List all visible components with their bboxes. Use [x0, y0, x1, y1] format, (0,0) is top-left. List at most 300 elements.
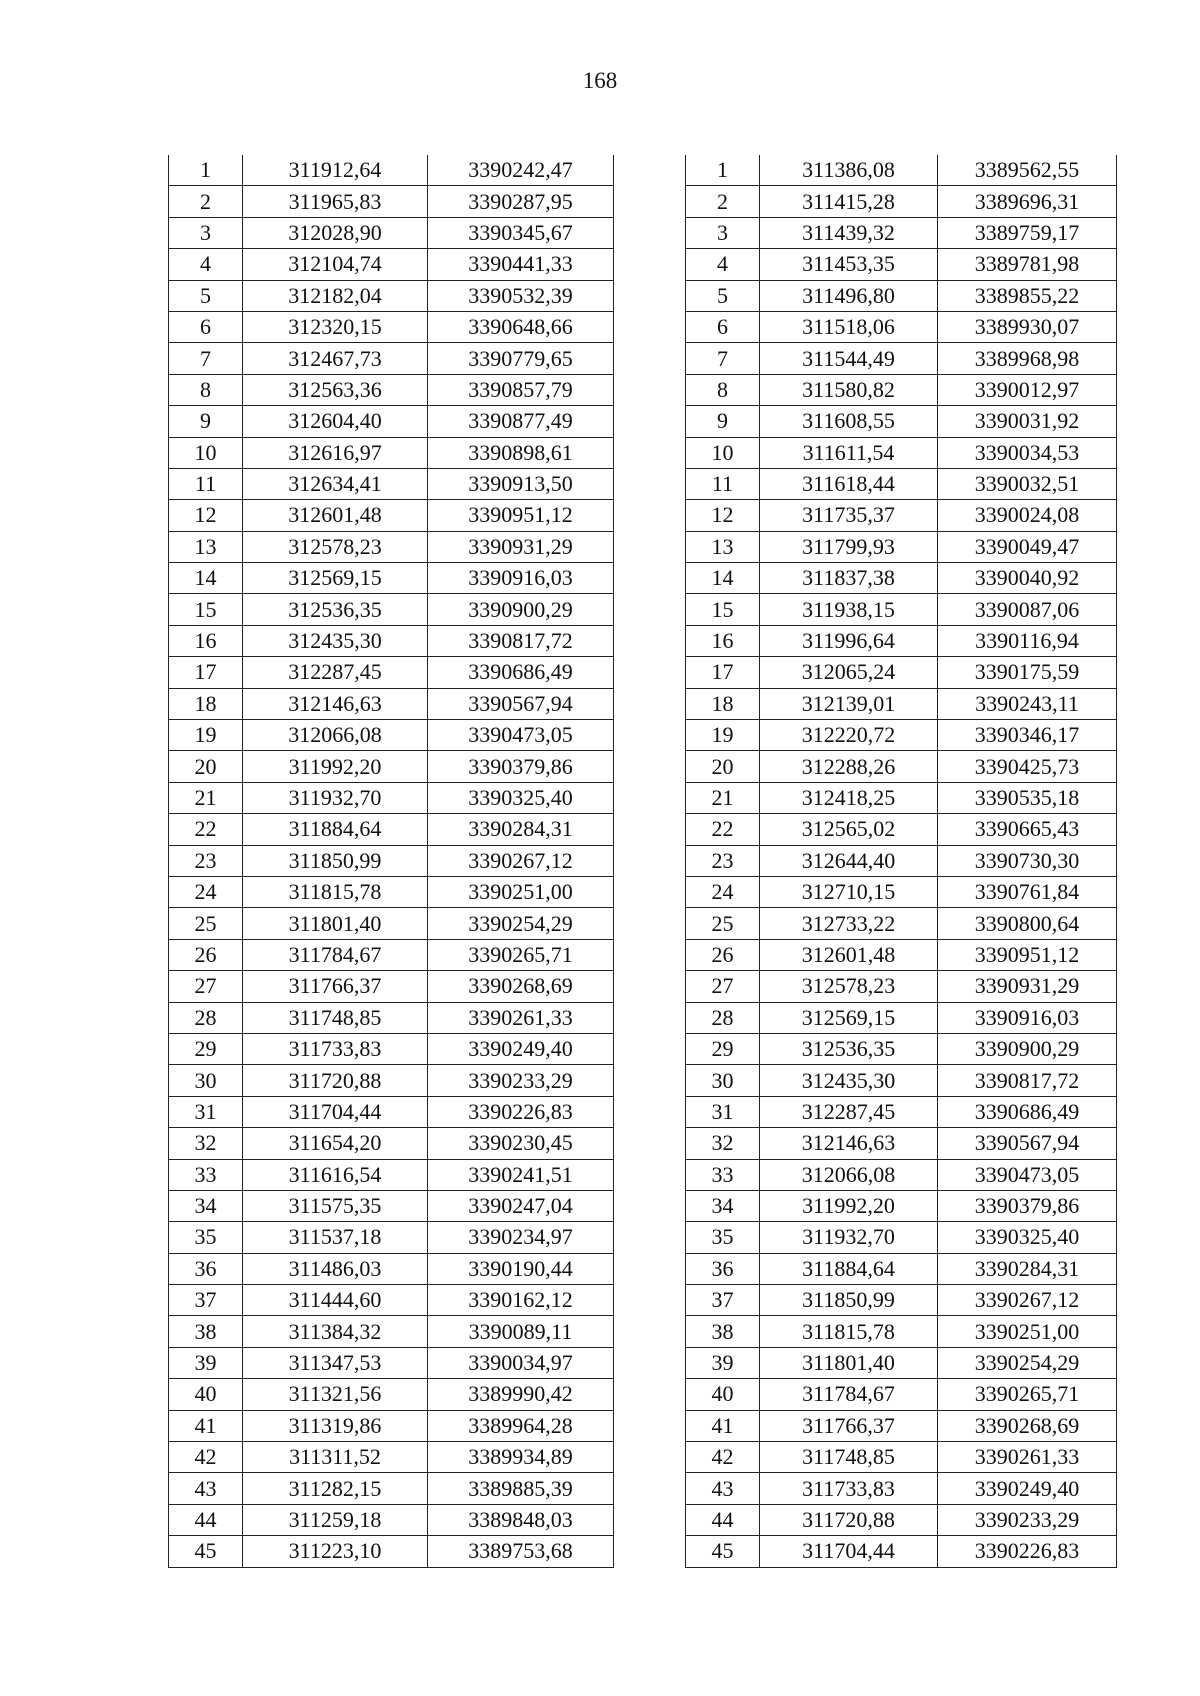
y-coordinate-cell: 3390648,66: [428, 311, 614, 342]
x-coordinate-cell: 312146,63: [243, 688, 428, 719]
x-coordinate-cell: 311704,44: [243, 1096, 428, 1127]
point-number-cell: 23: [169, 845, 243, 876]
table-row: [686, 1128, 1117, 1159]
y-coordinate-cell: 3390287,95: [428, 186, 614, 217]
y-coordinate-cell: 3390032,51: [938, 468, 1117, 499]
x-coordinate-cell: 312644,40: [760, 845, 938, 876]
table-row: [686, 1033, 1117, 1064]
x-coordinate-cell: 312418,25: [760, 782, 938, 813]
y-coordinate-cell: 3390473,05: [938, 1159, 1117, 1190]
y-coordinate-cell: 3390089,11: [428, 1316, 614, 1347]
table-row: [686, 1002, 1117, 1033]
x-coordinate-cell: 312288,26: [760, 751, 938, 782]
coordinates-table-right-body: [686, 155, 1117, 1567]
y-coordinate-cell: 3390268,69: [938, 1410, 1117, 1441]
table-row: [686, 594, 1117, 625]
x-coordinate-cell: 312028,90: [243, 217, 428, 248]
table-row: [686, 1379, 1117, 1410]
x-coordinate-cell: 312320,15: [243, 311, 428, 342]
point-number-cell: 20: [686, 751, 760, 782]
x-coordinate-cell: 312139,01: [760, 688, 938, 719]
table-row: [169, 688, 614, 719]
point-number-cell: 44: [686, 1504, 760, 1535]
y-coordinate-cell: 3390247,04: [428, 1190, 614, 1221]
point-number-cell: 41: [169, 1410, 243, 1441]
x-coordinate-cell: 312435,30: [760, 1065, 938, 1096]
y-coordinate-cell: 3389855,22: [938, 280, 1117, 311]
y-coordinate-cell: 3390567,94: [428, 688, 614, 719]
table-row: [169, 594, 614, 625]
y-coordinate-cell: 3390473,05: [428, 720, 614, 751]
point-number-cell: 40: [686, 1379, 760, 1410]
x-coordinate-cell: 312634,41: [243, 468, 428, 499]
y-coordinate-cell: 3390249,40: [938, 1473, 1117, 1504]
table-row: [686, 280, 1117, 311]
table-row: [686, 1065, 1117, 1096]
y-coordinate-cell: 3389753,68: [428, 1536, 614, 1567]
point-number-cell: 6: [169, 311, 243, 342]
table-row: [169, 720, 614, 751]
point-number-cell: 30: [686, 1065, 760, 1096]
table-row: [169, 1316, 614, 1347]
table-row: [686, 437, 1117, 468]
table-row: [169, 1190, 614, 1221]
table-row: [686, 1253, 1117, 1284]
x-coordinate-cell: 311850,99: [760, 1285, 938, 1316]
x-coordinate-cell: 311733,83: [243, 1033, 428, 1064]
point-number-cell: 3: [169, 217, 243, 248]
table-row: [169, 1159, 614, 1190]
point-number-cell: 6: [686, 311, 760, 342]
y-coordinate-cell: 3390916,03: [428, 563, 614, 594]
point-number-cell: 40: [169, 1379, 243, 1410]
table-row: [169, 1033, 614, 1064]
table-row: [169, 280, 614, 311]
table-row: [169, 782, 614, 813]
y-coordinate-cell: 3389990,42: [428, 1379, 614, 1410]
point-number-cell: 19: [169, 720, 243, 751]
x-coordinate-cell: 311347,53: [243, 1347, 428, 1378]
y-coordinate-cell: 3390267,12: [428, 845, 614, 876]
y-coordinate-cell: 3389848,03: [428, 1504, 614, 1535]
x-coordinate-cell: 311618,44: [760, 468, 938, 499]
y-coordinate-cell: 3390261,33: [428, 1002, 614, 1033]
table-row: [686, 1316, 1117, 1347]
y-coordinate-cell: 3389759,17: [938, 217, 1117, 248]
coordinates-table-right: [685, 155, 1117, 1568]
table-row: [686, 1442, 1117, 1473]
y-coordinate-cell: 3390916,03: [938, 1002, 1117, 1033]
table-row: [169, 249, 614, 280]
x-coordinate-cell: 311815,78: [243, 876, 428, 907]
x-coordinate-cell: 311733,83: [760, 1473, 938, 1504]
point-number-cell: 14: [169, 563, 243, 594]
y-coordinate-cell: 3390267,12: [938, 1285, 1117, 1316]
table-row: [169, 437, 614, 468]
point-number-cell: 30: [169, 1065, 243, 1096]
point-number-cell: 38: [169, 1316, 243, 1347]
point-number-cell: 36: [169, 1253, 243, 1284]
point-number-cell: 36: [686, 1253, 760, 1284]
x-coordinate-cell: 311259,18: [243, 1504, 428, 1535]
x-coordinate-cell: 312536,35: [243, 594, 428, 625]
table-row: [169, 876, 614, 907]
x-coordinate-cell: 312563,36: [243, 374, 428, 405]
table-row: [686, 657, 1117, 688]
y-coordinate-cell: 3390913,50: [428, 468, 614, 499]
point-number-cell: 21: [686, 782, 760, 813]
point-number-cell: 9: [169, 406, 243, 437]
point-number-cell: 34: [169, 1190, 243, 1221]
y-coordinate-cell: 3390261,33: [938, 1442, 1117, 1473]
table-row: [686, 1096, 1117, 1127]
table-row: [169, 217, 614, 248]
point-number-cell: 20: [169, 751, 243, 782]
y-coordinate-cell: 3390034,53: [938, 437, 1117, 468]
point-number-cell: 29: [169, 1033, 243, 1064]
point-number-cell: 2: [169, 186, 243, 217]
table-row: [169, 908, 614, 939]
point-number-cell: 38: [686, 1316, 760, 1347]
y-coordinate-cell: 3390425,73: [938, 751, 1117, 782]
table-row: [169, 1473, 614, 1504]
point-number-cell: 14: [686, 563, 760, 594]
table-row: [169, 1002, 614, 1033]
y-coordinate-cell: 3390817,72: [938, 1065, 1117, 1096]
x-coordinate-cell: 311704,44: [760, 1536, 938, 1567]
x-coordinate-cell: 311486,03: [243, 1253, 428, 1284]
x-coordinate-cell: 312104,74: [243, 249, 428, 280]
point-number-cell: 28: [686, 1002, 760, 1033]
x-coordinate-cell: 311537,18: [243, 1222, 428, 1253]
x-coordinate-cell: 311850,99: [243, 845, 428, 876]
x-coordinate-cell: 311784,67: [760, 1379, 938, 1410]
y-coordinate-cell: 3390162,12: [428, 1285, 614, 1316]
x-coordinate-cell: 311223,10: [243, 1536, 428, 1567]
point-number-cell: 5: [686, 280, 760, 311]
table-row: [169, 468, 614, 499]
table-row: [686, 1504, 1117, 1535]
x-coordinate-cell: 311884,64: [760, 1253, 938, 1284]
y-coordinate-cell: 3390379,86: [428, 751, 614, 782]
x-coordinate-cell: 311321,56: [243, 1379, 428, 1410]
table-row: [686, 720, 1117, 751]
x-coordinate-cell: 312733,22: [760, 908, 938, 939]
x-coordinate-cell: 312435,30: [243, 625, 428, 656]
point-number-cell: 26: [686, 939, 760, 970]
point-number-cell: 24: [686, 876, 760, 907]
point-number-cell: 29: [686, 1033, 760, 1064]
point-number-cell: 44: [169, 1504, 243, 1535]
table-row: [686, 563, 1117, 594]
point-number-cell: 16: [169, 625, 243, 656]
x-coordinate-cell: 311453,35: [760, 249, 938, 280]
y-coordinate-cell: 3390665,43: [938, 814, 1117, 845]
x-coordinate-cell: 311311,52: [243, 1442, 428, 1473]
table-row: [169, 155, 614, 186]
point-number-cell: 42: [169, 1442, 243, 1473]
point-number-cell: 21: [169, 782, 243, 813]
page-number: 168: [582, 68, 618, 93]
point-number-cell: 1: [169, 155, 243, 186]
table-row: [169, 939, 614, 970]
x-coordinate-cell: 312710,15: [760, 876, 938, 907]
x-coordinate-cell: 311608,55: [760, 406, 938, 437]
table-row: [686, 1190, 1117, 1221]
coordinates-table-left-body: [169, 155, 614, 1567]
y-coordinate-cell: 3390116,94: [938, 625, 1117, 656]
table-row: [169, 1442, 614, 1473]
y-coordinate-cell: 3390441,33: [428, 249, 614, 280]
y-coordinate-cell: 3389968,98: [938, 343, 1117, 374]
point-number-cell: 1: [686, 155, 760, 186]
y-coordinate-cell: 3390190,44: [428, 1253, 614, 1284]
x-coordinate-cell: 311439,32: [760, 217, 938, 248]
point-number-cell: 12: [169, 500, 243, 531]
y-coordinate-cell: 3390535,18: [938, 782, 1117, 813]
y-coordinate-cell: 3390761,84: [938, 876, 1117, 907]
table-row: [686, 939, 1117, 970]
x-coordinate-cell: 311735,37: [760, 500, 938, 531]
y-coordinate-cell: 3390268,69: [428, 971, 614, 1002]
coordinates-table-left: [168, 155, 614, 1568]
point-number-cell: 39: [169, 1347, 243, 1378]
table-row: [686, 1285, 1117, 1316]
x-coordinate-cell: 312578,23: [243, 531, 428, 562]
point-number-cell: 24: [169, 876, 243, 907]
table-row: [169, 751, 614, 782]
y-coordinate-cell: 3389885,39: [428, 1473, 614, 1504]
y-coordinate-cell: 3390379,86: [938, 1190, 1117, 1221]
point-number-cell: 34: [686, 1190, 760, 1221]
table-row: [169, 1065, 614, 1096]
y-coordinate-cell: 3390325,40: [938, 1222, 1117, 1253]
table-row: [169, 1410, 614, 1441]
point-number-cell: 25: [169, 908, 243, 939]
table-row: [686, 1473, 1117, 1504]
table-row: [686, 531, 1117, 562]
x-coordinate-cell: 312601,48: [243, 500, 428, 531]
point-number-cell: 26: [169, 939, 243, 970]
table-row: [169, 1253, 614, 1284]
y-coordinate-cell: 3390931,29: [938, 971, 1117, 1002]
y-coordinate-cell: 3390265,71: [938, 1379, 1117, 1410]
y-coordinate-cell: 3390031,92: [938, 406, 1117, 437]
y-coordinate-cell: 3390251,00: [938, 1316, 1117, 1347]
point-number-cell: 17: [686, 657, 760, 688]
x-coordinate-cell: 311575,35: [243, 1190, 428, 1221]
y-coordinate-cell: 3390241,51: [428, 1159, 614, 1190]
x-coordinate-cell: 312066,08: [243, 720, 428, 751]
point-number-cell: 19: [686, 720, 760, 751]
point-number-cell: 32: [169, 1128, 243, 1159]
point-number-cell: 18: [169, 688, 243, 719]
x-coordinate-cell: 311748,85: [760, 1442, 938, 1473]
table-row: [686, 1536, 1117, 1567]
y-coordinate-cell: 3390325,40: [428, 782, 614, 813]
point-number-cell: 22: [169, 814, 243, 845]
table-row: [169, 814, 614, 845]
table-row: [686, 249, 1117, 280]
table-row: [169, 1096, 614, 1127]
table-row: [169, 1285, 614, 1316]
x-coordinate-cell: 311415,28: [760, 186, 938, 217]
point-number-cell: 2: [686, 186, 760, 217]
point-number-cell: 10: [169, 437, 243, 468]
y-coordinate-cell: 3389781,98: [938, 249, 1117, 280]
table-row: [686, 1222, 1117, 1253]
x-coordinate-cell: 311386,08: [760, 155, 938, 186]
y-coordinate-cell: 3390265,71: [428, 939, 614, 970]
x-coordinate-cell: 311518,06: [760, 311, 938, 342]
point-number-cell: 31: [169, 1096, 243, 1127]
point-number-cell: 7: [686, 343, 760, 374]
table-row: [169, 500, 614, 531]
point-number-cell: 32: [686, 1128, 760, 1159]
table-row: [169, 563, 614, 594]
x-coordinate-cell: 311784,67: [243, 939, 428, 970]
x-coordinate-cell: 312287,45: [760, 1096, 938, 1127]
y-coordinate-cell: 3390251,00: [428, 876, 614, 907]
x-coordinate-cell: 312220,72: [760, 720, 938, 751]
point-number-cell: 5: [169, 280, 243, 311]
x-coordinate-cell: 311611,54: [760, 437, 938, 468]
y-coordinate-cell: 3390686,49: [938, 1096, 1117, 1127]
x-coordinate-cell: 312287,45: [243, 657, 428, 688]
table-row: [169, 1128, 614, 1159]
x-coordinate-cell: 312065,24: [760, 657, 938, 688]
x-coordinate-cell: 311720,88: [243, 1065, 428, 1096]
y-coordinate-cell: 3390900,29: [938, 1033, 1117, 1064]
y-coordinate-cell: 3389964,28: [428, 1410, 614, 1441]
table-row: [686, 782, 1117, 813]
y-coordinate-cell: 3390346,17: [938, 720, 1117, 751]
y-coordinate-cell: 3390817,72: [428, 625, 614, 656]
x-coordinate-cell: 311654,20: [243, 1128, 428, 1159]
x-coordinate-cell: 311996,64: [760, 625, 938, 656]
table-row: [686, 971, 1117, 1002]
x-coordinate-cell: 312565,02: [760, 814, 938, 845]
x-coordinate-cell: 311720,88: [760, 1504, 938, 1535]
point-number-cell: 37: [169, 1285, 243, 1316]
point-number-cell: 45: [169, 1536, 243, 1567]
x-coordinate-cell: 311992,20: [760, 1190, 938, 1221]
y-coordinate-cell: 3390233,29: [428, 1065, 614, 1096]
y-coordinate-cell: 3390034,97: [428, 1347, 614, 1378]
point-number-cell: 8: [169, 374, 243, 405]
y-coordinate-cell: 3390175,59: [938, 657, 1117, 688]
y-coordinate-cell: 3389696,31: [938, 186, 1117, 217]
y-coordinate-cell: 3390686,49: [428, 657, 614, 688]
y-coordinate-cell: 3390249,40: [428, 1033, 614, 1064]
point-number-cell: 3: [686, 217, 760, 248]
x-coordinate-cell: 311938,15: [760, 594, 938, 625]
point-number-cell: 15: [686, 594, 760, 625]
point-number-cell: 27: [686, 971, 760, 1002]
table-row: [686, 468, 1117, 499]
point-number-cell: 15: [169, 594, 243, 625]
y-coordinate-cell: 3390233,29: [938, 1504, 1117, 1535]
point-number-cell: 4: [686, 249, 760, 280]
point-number-cell: 43: [169, 1473, 243, 1504]
point-number-cell: 42: [686, 1442, 760, 1473]
y-coordinate-cell: 3390049,47: [938, 531, 1117, 562]
point-number-cell: 33: [686, 1159, 760, 1190]
y-coordinate-cell: 3390087,06: [938, 594, 1117, 625]
x-coordinate-cell: 311319,86: [243, 1410, 428, 1441]
table-row: [686, 217, 1117, 248]
y-coordinate-cell: 3390800,64: [938, 908, 1117, 939]
table-row: [169, 971, 614, 1002]
point-number-cell: 25: [686, 908, 760, 939]
point-number-cell: 4: [169, 249, 243, 280]
y-coordinate-cell: 3390284,31: [428, 814, 614, 845]
x-coordinate-cell: 312182,04: [243, 280, 428, 311]
y-coordinate-cell: 3390532,39: [428, 280, 614, 311]
x-coordinate-cell: 311992,20: [243, 751, 428, 782]
x-coordinate-cell: 311801,40: [243, 908, 428, 939]
x-coordinate-cell: 312569,15: [760, 1002, 938, 1033]
y-coordinate-cell: 3390226,83: [938, 1536, 1117, 1567]
table-row: [686, 625, 1117, 656]
x-coordinate-cell: 311496,80: [760, 280, 938, 311]
point-number-cell: 41: [686, 1410, 760, 1441]
table-row: [169, 1222, 614, 1253]
table-row: [686, 311, 1117, 342]
table-row: [169, 531, 614, 562]
y-coordinate-cell: 3390877,49: [428, 406, 614, 437]
x-coordinate-cell: 312616,97: [243, 437, 428, 468]
x-coordinate-cell: 312578,23: [760, 971, 938, 1002]
point-number-cell: 8: [686, 374, 760, 405]
point-number-cell: 43: [686, 1473, 760, 1504]
x-coordinate-cell: 311766,37: [760, 1410, 938, 1441]
x-coordinate-cell: 311799,93: [760, 531, 938, 562]
table-row: [686, 406, 1117, 437]
table-row: [686, 1159, 1117, 1190]
point-number-cell: 7: [169, 343, 243, 374]
point-number-cell: 11: [686, 468, 760, 499]
x-coordinate-cell: 312467,73: [243, 343, 428, 374]
point-number-cell: 10: [686, 437, 760, 468]
point-number-cell: 33: [169, 1159, 243, 1190]
x-coordinate-cell: 312066,08: [760, 1159, 938, 1190]
table-row: [169, 1347, 614, 1378]
table-row: [686, 751, 1117, 782]
table-row: [686, 500, 1117, 531]
y-coordinate-cell: 3390951,12: [938, 939, 1117, 970]
x-coordinate-cell: 312604,40: [243, 406, 428, 437]
point-number-cell: 23: [686, 845, 760, 876]
x-coordinate-cell: 311912,64: [243, 155, 428, 186]
point-number-cell: 22: [686, 814, 760, 845]
point-number-cell: 45: [686, 1536, 760, 1567]
point-number-cell: 17: [169, 657, 243, 688]
x-coordinate-cell: 312536,35: [760, 1033, 938, 1064]
y-coordinate-cell: 3390567,94: [938, 1128, 1117, 1159]
table-row: [169, 406, 614, 437]
x-coordinate-cell: 312569,15: [243, 563, 428, 594]
x-coordinate-cell: 311580,82: [760, 374, 938, 405]
x-coordinate-cell: 311965,83: [243, 186, 428, 217]
point-number-cell: 18: [686, 688, 760, 719]
y-coordinate-cell: 3390024,08: [938, 500, 1117, 531]
point-number-cell: 27: [169, 971, 243, 1002]
point-number-cell: 35: [686, 1222, 760, 1253]
table-row: [169, 343, 614, 374]
x-coordinate-cell: 311932,70: [760, 1222, 938, 1253]
point-number-cell: 37: [686, 1285, 760, 1316]
